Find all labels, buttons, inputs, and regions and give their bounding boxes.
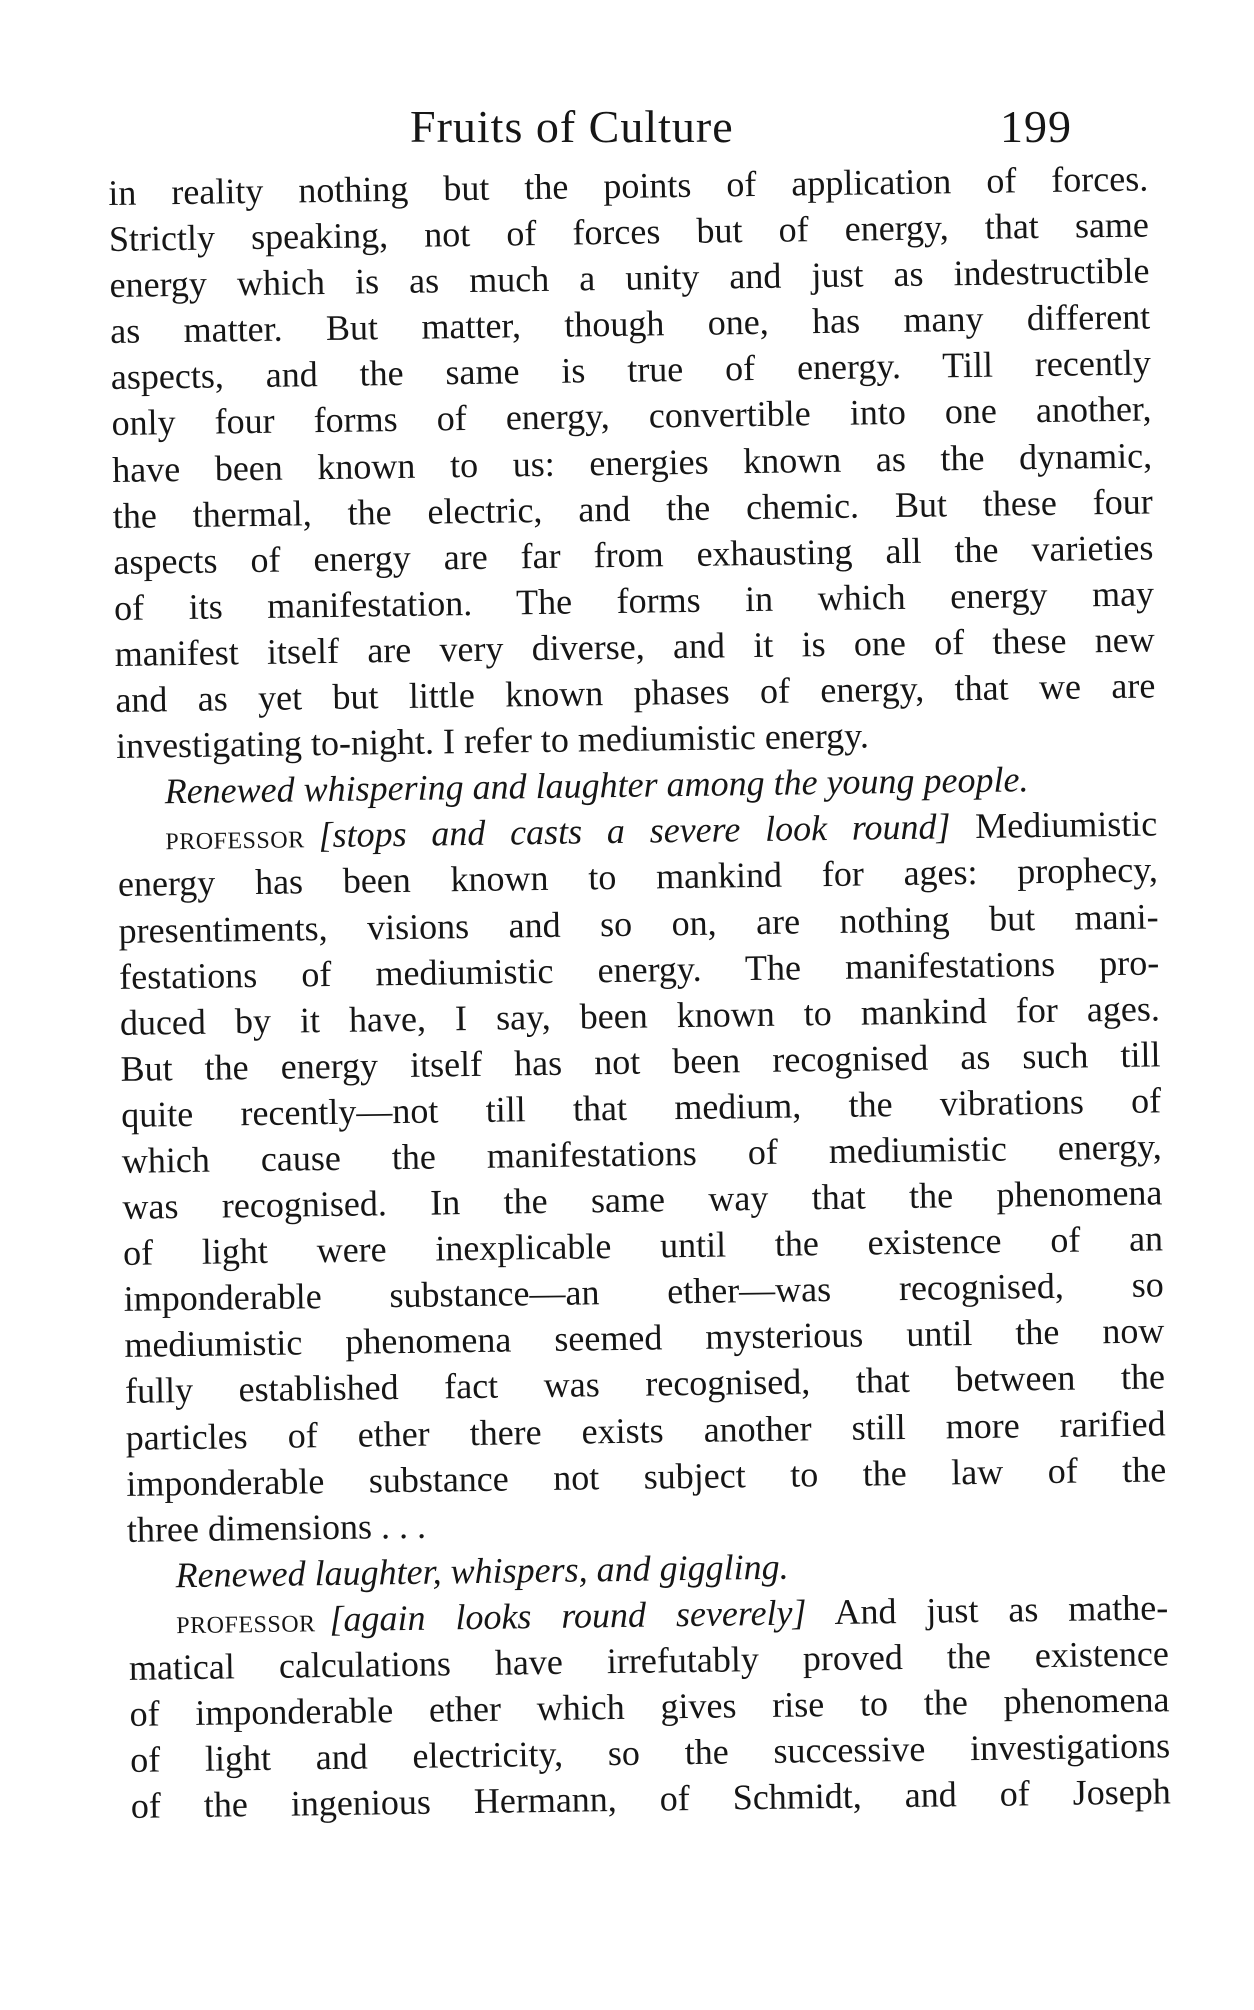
text-line: have been known to us: energies known as the dynamic, bbox=[111, 435, 1153, 490]
text-line: of light were inexplicable until the existence of an bbox=[122, 1218, 1164, 1274]
body-text bbox=[108, 155, 1171, 1829]
text-line: Strictly speaking, not of forces but of energy, that same bbox=[108, 204, 1150, 260]
text-line: the thermal, the electric, and the chemic. But these four bbox=[112, 481, 1154, 536]
text-line: aspects of energy are far from exhausting all the varieties bbox=[113, 527, 1154, 582]
text-line: imponderable substance not subject to the law of the bbox=[126, 1448, 1167, 1504]
speech-text: And just as mathe- bbox=[834, 1587, 1169, 1632]
text-line: aspects, and the same is true of energy. Till recently bbox=[110, 342, 1152, 398]
text-line: and as yet but little known phases of energy, that we are bbox=[115, 665, 1156, 720]
text-line: fully established fact was recognised, that between the bbox=[124, 1356, 1166, 1412]
text-line: of light and electricity, so the successive investigations bbox=[129, 1725, 1171, 1781]
text-line: imponderable substance—an ether—was recognised, so bbox=[123, 1264, 1164, 1320]
text-line: duced by it have, I say, been known to mankind for ages. bbox=[119, 988, 1161, 1043]
page-header bbox=[0, 100, 1254, 160]
stage-direction-inline: [stops and casts a severe look round] bbox=[318, 806, 951, 856]
text-line: only four forms of energy, convertible into one another, bbox=[111, 388, 1152, 444]
text-line: of its manifestation. The forms in which energy may bbox=[113, 573, 1155, 628]
text-line: investigating to-night. I refer to mediumistic energy. bbox=[115, 715, 870, 767]
text-line: was recognised. In the same way that the phenomena bbox=[122, 1172, 1163, 1227]
stage-direction: Renewed whispering and laughter among the young people. bbox=[164, 759, 1029, 812]
text-line: three dimensions . . . bbox=[126, 1505, 427, 1550]
speaker-name: professor bbox=[176, 1602, 316, 1642]
text-line: quite recently—not till that medium, the vibrations of bbox=[120, 1080, 1162, 1135]
text-line: But the energy itself has not been recognised as such till bbox=[120, 1034, 1161, 1089]
stage-direction-inline: [again looks round severely] bbox=[329, 1592, 807, 1639]
text-line: energy which is as much a unity and just as indestructible bbox=[109, 250, 1150, 306]
text-line: in reality nothing but the points of application of forces. bbox=[108, 158, 1149, 213]
text-line: of the ingenious Hermann, of Schmidt, and of Joseph bbox=[130, 1771, 1172, 1827]
text-line: which cause the manifestations of mediumistic energy, bbox=[121, 1126, 1163, 1181]
text-line: particles of ether there exists another still more rarified bbox=[125, 1402, 1166, 1458]
speech-text: Mediumistic bbox=[974, 803, 1158, 847]
text-line: of imponderable ether which gives rise to the phenomena bbox=[129, 1679, 1170, 1734]
text-line: festations of mediumistic energy. The manifestations pro- bbox=[118, 941, 1160, 997]
text-line: manifest itself are very diverse, and it is one of these new bbox=[114, 619, 1155, 674]
text-line: mediumistic phenomena seemed mysterious until the now bbox=[124, 1310, 1165, 1366]
running-title: Fruits of Culture bbox=[410, 101, 734, 152]
text-line: as matter. But matter, though one, has many different bbox=[109, 296, 1151, 352]
text-line: energy has been known to mankind for ages: prophecy, bbox=[117, 849, 1159, 905]
page-number: 199 bbox=[1000, 101, 1072, 152]
text-line: presentiments, visions and so on, are nothing but mani- bbox=[118, 895, 1159, 951]
speaker-name: professor bbox=[165, 818, 305, 858]
text-line: matical calculations have irrefutably proved the existence bbox=[128, 1633, 1170, 1688]
stage-direction: Renewed laughter, whispers, and giggling. bbox=[175, 1546, 789, 1596]
